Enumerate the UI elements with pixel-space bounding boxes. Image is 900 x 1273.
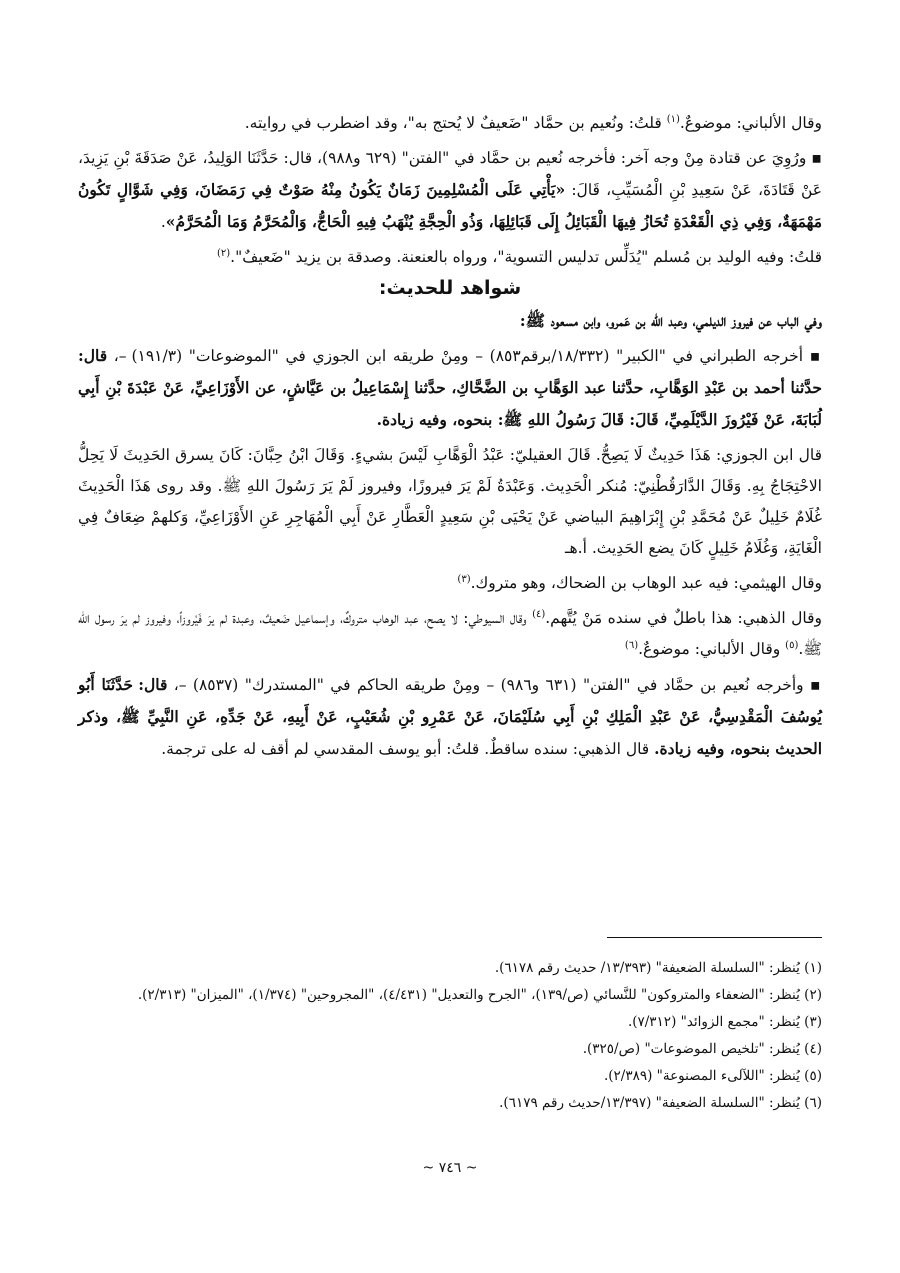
paragraph-haythami: وقال الهيثمي: فيه عبد الوهاب بن الضحاك، وهو متروك.$^{(٣)}$ [457,573,822,592]
footnote-ref-4: (٤) [532,608,546,620]
section-subheading: وفي الباب عن فيروز الديلمي، وعبد الله بن عَمرو، وابن مسعود ﷺ: [519,311,822,330]
paragraph-qatada-narration: ▪ ورُوِيَ عن قتادة مِنْ وجه آخر: فأخرجه نُعيم بن حمَّاد في "الفتن" (٦٢٩ و٩٨٨)، قال: حَدَّثَنَا الوَلِيدُ، عَنْ صَدَقَةَ بْنِ يَزِيدَ، عَنْ قَتَادَةَ، عَنْ سَعِيدِ بْنِ الْمُسَيِّبِ، قَالَ: «يَأْتِي عَلَى الْمُسْلِمِينَ زَمَانٌ يَكُونُ مِنْهُ صَوْتٌ فِي رَمَضَانَ، وَفِي شَوَّالٍ تَكُونُ مَهْمَهَةٌ، وَفِي ذِي الْقَعْدَةِ تُحَازُ فِيهَا الْقَبَائِلُ إِلَى قَبَائِلِهَا، وَذُو الْحِجَّةِ يُنْهَبُ فِيهِ الْحَاجُّ، وَالْمُحَرَّمُ وَمَا الْمُحَرَّمُ». [78,149,822,231]
footnote-6: (٦) يُنظر: "السلسلة الضعيفة" (١٣/٣٩٧/حديث رقم ٦١٧٩). [499,1095,822,1111]
paragraph-tabarani: ▪ أخرجه الطبراني في "الكبير" (١٨/٣٣٢/برقم٨٥٣) – ومِنْ طريقه ابن الجوزي في "الموضوعات" (١٩١/٣) –، قال: حدَّثنا أحمد بن عَبْدِ الوَهَّابِ، حدَّثنا عبد الوَهَّابِ بن الضَّحَّاكِ، حدَّثنا إِسْمَاعِيلُ بن عَيَّاشٍ، عن الأَوْزَاعِيِّ، عَنْ عَبْدَةَ بْنِ أَبِي لُبَابَةَ، عَنْ فَيْرُوزَ الدَّيْلَمِيِّ، قَالَ: قَالَ رَسُولُ اللهِ ﷺ: بنحوه، وفيه زيادة. [78,346,822,429]
footnote-5: (٥) يُنظر: "اللآلىء المصنوعة" (٢/٣٨٩). [603,1068,822,1084]
footnote-separator [607,937,822,938]
paragraph-walid-comment: قلتُ: وفيه الوليد بن مُسلم "يُدَلِّس تدليس التسوية"، ورواه بالعنعنة. وصدقة بن يزيد "ضَعيفٌ".$^{(٢)}$ [216,247,822,266]
footnote-3: (٣) يُنظر: "مجمع الزوائد" (٧/٣١٢). [627,1014,822,1030]
hadith-text: «يَأْتِي عَلَى الْمُسْلِمِينَ زَمَانٌ يَكُونُ مِنْهُ صَوْتٌ فِي رَمَضَانَ، وَفِي شَوَّالٍ تَكُونُ مَهْمَهَةٌ، وَفِي ذِي الْقَعْدَةِ تُحَازُ فِيهَا الْقَبَائِلُ إِلَى قَبَائِلِهَا، وَذُو الْحِجَّةِ يُنْهَبُ فِيهِ الْحَاجُّ، وَالْمُحَرَّمُ وَمَا الْمُحَرَّمُ» [78,180,822,231]
page-number: ~ ٧٤٦ ~ [422,1160,478,1176]
paragraph-albani-ruling: وقال الألباني: موضوعٌ.$^{(١)}$ قلتُ: ونُعيم بن حمَّاد "ضَعيفٌ لا يُحتج به"، وقد اضطرب في روايته. [244,113,822,132]
footnote-ref-3: (٣) [457,573,471,585]
footnote-ref-2: (٢) [216,247,231,259]
section-heading: شواهد للحديث: [378,277,522,299]
footnote-4: (٤) يُنظر: "تلخيص الموضوعات" (ص/٣٢٥). [582,1041,822,1057]
footnote-2: (٢) يُنظر: "الضعفاء والمتروكون" للنَّسائي (ص/١٣٩)، "الجرح والتعديل" (٤/٤٣١)، "المجروحين" (١/٣٧٤)، "الميزان" (٢/٣١٣). [137,987,822,1003]
footnote-ref-1: (١) [666,113,680,125]
paragraph-nuaym-hakim: ▪ وأخرجه نُعيم بن حمَّاد في "الفتن" (٦٣١ و٩٨٦) – ومِنْ طريقه الحاكم في "المستدرك" (٨٥٣٧) –، قال: حَدَّثَنَا أَبُو يُوسُفَ الْمَقْدِسِيُّ، عَنْ عَبْدِ الْمَلِكِ بْنِ أَبِي سُلَيْمَانَ، عَنْ عَمْرِو بْنِ شُعَيْبٍ، عَنْ أَبِيهِ، عَنْ جَدِّهِ، عَنِ النَّبِيِّ ﷺ، وذكر الحديث بنحوه، وفيه زيادة. قال الذهبي: سنده ساقطٌ. قلتُ: أبو يوسف المقدسي لم أقف له على ترجمة. [78,675,822,758]
footnote-1: (١) يُنظر: "السلسلة الضعيفة" (١٣/٣٩٣/ حديث رقم ٦١٧٨). [494,960,822,976]
isnad-text: قال: حدَّثنا أحمد بن عَبْدِ الوَهَّابِ، حدَّثنا عبد الوَهَّابِ بن الضَّحَّاكِ، حدَّثنا إِسْمَاعِيلُ بن عَيَّاشٍ، عن الأَوْزَاعِيِّ، عَنْ عَبْدَةَ بْنِ أَبِي لُبَابَةَ، عَنْ فَيْرُوزَ الدَّيْلَمِيِّ، قَالَ: قَالَ رَسُولُ اللهِ ﷺ: بنحوه، وفيه زيادة. [78,346,822,429]
isnad-text: قال: حَدَّثَنَا أَبُو يُوسُفَ الْمَقْدِسِيُّ، عَنْ عَبْدِ الْمَلِكِ بْنِ أَبِي سُلَيْمَانَ، عَنْ عَمْرِو بْنِ شُعَيْبٍ، عَنْ أَبِيهِ، عَنْ جَدِّهِ، عَنِ النَّبِيِّ ﷺ، وذكر الحديث بنحوه، وفيه زيادة. [78,675,822,758]
paragraph-ibn-jawzi: قال ابن الجوزي: هَذَا حَدِيثٌ لَا يَصِحُّ. قَالَ العقيليّ: عَبْدُ الْوَهَّابِ لَيْسَ بشيءٍ. وَقَالَ ابْنُ حِبَّانَ: كَانَ يسرق الحَدِيثَ لَا يَحِلُّ الاحْتِجَاجُ بِهِ. وَقَالَ الدَّارَقُطْنِيّ: مُنكر الْحَدِيث. وَعَبْدَةُ لَمْ يَرَ فيروزًا، وفيروز لَمْ يَرَ رَسُولَ اللهِ ﷺ. وقد روى هَذَا الْحَدِيثَ غُلَامٌ خَلِيلٌ عَنْ مُحَمَّدِ بْنِ إِبْرَاهِيمَ البياضي عَنْ يَحْيَى بْنِ سَعِيدٍ الْعَطَّارِ عَنْ أَبِي الْمُهَاجِرِ عَنِ الأَوْزَاعِيِّ، وَكلهمْ ضِعَافٌ فِي الْغَايَةِ، وَغُلَامُ خَلِيلٍ كَانَ يضع الحَدِيث. أ.هـ [78,446,822,557]
footnotes [78,955,822,1117]
footnote-ref-5: (٥) [785,639,799,651]
main-text [78,108,822,769]
footnote-ref-6: (٦) [624,639,639,651]
paragraph-dhahabi: وقال الذهبي: هذا باطلٌ في سنده مَنْ يُتَّهم.$^{(٤)}$ وقال السيوطي: لا يصح، عبد الوهاب متروكٌ، وإسماعيل ضَعيفٌ، وعبدة لم يرَ فَيْروزاً، وفيروز لم يرَ رسول الله ﷺ.$^{(٥)}$ وقال الألباني: موضوعٌ.$^{(٦)}$ [78,608,822,658]
